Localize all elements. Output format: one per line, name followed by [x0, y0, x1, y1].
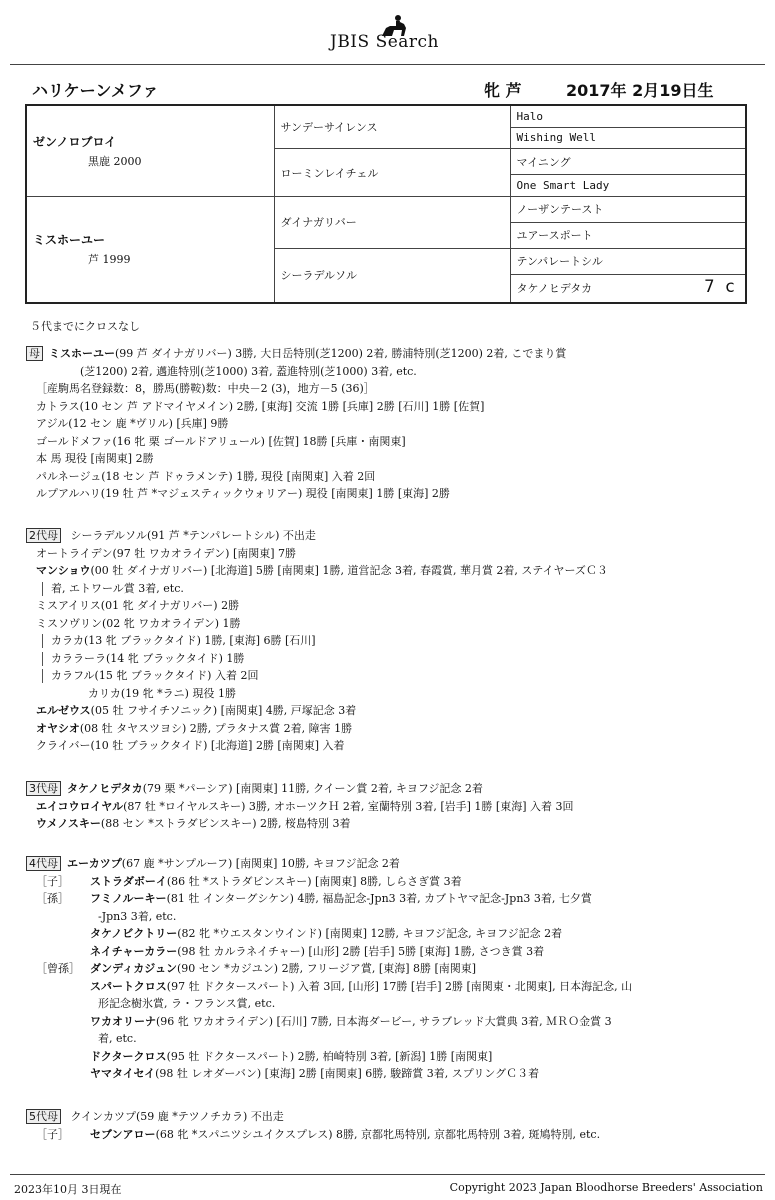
record-text: シーラデルソル(91 芦 *テンパレートシル) 不出走 [67, 529, 316, 542]
branch-line [42, 669, 43, 683]
record-text: (99 芦 ダイナガリバー) 3勝, 大日岳特別(芝1200) 2着, 勝浦特別(芝1200) 2着, こでまり賞 [115, 347, 567, 360]
record-text: (98 牡 カルラネイチャー) [山形] 2勝 [岩手] 5勝 [東海] 1勝, さつき賞 3着 [177, 944, 545, 958]
sire-sire: サンデーサイレンス [274, 105, 510, 149]
family-line [26, 527, 765, 545]
family-line [26, 562, 765, 580]
record-text: (86 牡 *ストラダビンスキー) [南関東] 8勝, しらさぎ賞 3着 [166, 874, 462, 888]
family-line [26, 415, 765, 433]
as-of-date: 2023年10月 3日現在 [14, 1183, 122, 1196]
family-line [26, 780, 765, 798]
pedigree-table [25, 104, 747, 304]
ancestor-cell: Wishing Well [510, 127, 746, 148]
sire-name: ゼンノロブロイ [33, 134, 117, 149]
ancestor-cell [510, 275, 746, 303]
family-line [26, 1126, 765, 1144]
record-text: カラフル(15 牝 ブラックタイド) 入着 2回 [51, 669, 259, 682]
record-text: (81 牡 インターグシケン) 4勝, 福島記念-Jpn3 3着, カブトヤマ記念-Jpn3 3着, 七夕賞 [166, 892, 592, 905]
branch-line [42, 582, 43, 596]
relation-label: ［孫］ [36, 892, 69, 905]
family-line [26, 925, 765, 943]
horse-name-bold: エイコウロイヤル [36, 799, 124, 813]
record-text: -Jpn3 3着, etc. [98, 909, 177, 923]
record-text: 着, エトワール賞 3着, etc. [51, 581, 184, 595]
record-text: 本 馬 現役 [南関東] 2勝 [36, 452, 154, 465]
horse-name-bold: スパートクロス [90, 979, 167, 993]
record-text: カララーラ(14 牝 ブラックタイド) 1勝 [51, 651, 245, 665]
record-text: カリカ(19 牝 *ラニ) 現役 1勝 [88, 686, 236, 700]
family-line [26, 1030, 765, 1048]
horse-name-bold: タケノヒデタカ [67, 782, 143, 795]
family-line [26, 978, 765, 996]
record-text: (05 牡 フサイチソニック) [南関東] 4勝, 戸塚記念 3着 [90, 704, 357, 717]
family-line [26, 1048, 765, 1066]
record-text: 着, etc. [98, 1032, 137, 1045]
record-text: 形記念樹氷賞, ラ・フランス賞, etc. [98, 997, 276, 1010]
record-text: (68 牝 *スパニツシユイクスプレス) 8勝, 京都牝馬特別, 京都牝馬特別 3着, 斑鳩特別, etc. [155, 1127, 601, 1141]
horse-name-bold: フミノルーキー [90, 892, 167, 905]
cross-note: ５代までにクロスなし [30, 320, 140, 333]
section-2nd-dam [26, 527, 765, 755]
ancestor-cell: Halo [510, 105, 746, 127]
record-text: (95 牡 ドクタースパート) 2勝, 柏崎特別 3着, [新潟] 1勝 [南関東] [166, 1049, 493, 1063]
family-line [26, 632, 765, 650]
family-line [26, 1108, 765, 1126]
family-line [26, 450, 765, 468]
record-text: ルプアルハリ(19 牡 芦 *マジェスティックウォリアー) 現役 [南関東] 1勝 [東海] 2勝 [36, 487, 450, 500]
family-line [26, 650, 765, 668]
family-line [26, 685, 765, 703]
branch-line [42, 634, 43, 648]
generation-tag: 5代母 [26, 1109, 61, 1124]
horse-name-bold: オヤシオ [36, 721, 80, 735]
family-line [26, 702, 765, 720]
horse-name-bold: エーカツプ [67, 857, 122, 870]
relation-label: ［子］ [36, 1127, 69, 1141]
dam-dam: シーラデルソル [274, 248, 510, 303]
generation-tag: 2代母 [26, 528, 61, 543]
family-line [26, 1065, 765, 1083]
copyright: Copyright 2023 Japan Bloodhorse Breeders' Association [449, 1181, 763, 1194]
generation-tag: 4代母 [26, 856, 61, 871]
record-text: (67 鹿 *サンプルーフ) [南関東] 10勝, キヨフジ記念 2着 [121, 857, 400, 870]
horse-name-bold: ワカオリーナ [90, 1014, 156, 1028]
logo-text: JBIS Search [330, 32, 440, 52]
horse-name-bold: ミスホーユー [49, 347, 115, 360]
ancestor-cell: マイニング [510, 149, 746, 175]
ancestor-name: タケノヒデタカ [516, 282, 593, 296]
family-line [26, 908, 765, 926]
family-line [26, 1013, 765, 1031]
dam-name: ミスホーユー [33, 233, 106, 248]
family-line [26, 580, 765, 598]
record-text: ミスソヴリン(02 牝 ワカオライデン) 1勝 [36, 616, 241, 630]
family-line [26, 667, 765, 685]
section-3rd-dam [26, 780, 765, 833]
section-4th-dam [26, 855, 765, 1083]
record-text: (88 セン *ストラダビンスキー) 2勝, 桜島特別 3着 [100, 817, 351, 830]
horse-birth-date: 2017年 2月19日生 [566, 81, 714, 100]
family-line [26, 815, 765, 833]
relation-label: ［子］ [36, 874, 69, 888]
family-line [26, 363, 765, 381]
family-line [26, 737, 765, 755]
ancestor-cell: ユアースポート [510, 222, 746, 248]
record-text: (芝1200) 2着, 邁進特別(芝1000) 3着, 蓋進特別(芝1000) 3着, etc. [80, 364, 417, 378]
family-line [26, 890, 765, 908]
footer-rule [10, 1174, 765, 1175]
record-text: (87 牡 *ロイヤルスキー) 3勝, オホーツクＨ 2着, 室蘭特別 3着, [岩手] 1勝 [東海] 入着 3回 [123, 799, 574, 813]
family-line [26, 798, 765, 816]
ancestor-cell: ノーザンテースト [510, 196, 746, 222]
horse-name-bold: ウメノスキー [36, 817, 101, 830]
horse-name-bold: ダンディカジュン [90, 962, 178, 975]
family-line [26, 615, 765, 633]
sire-color-year: 黒鹿 2000 [88, 154, 142, 168]
record-text: パルネージュ(18 セン 芦 ドゥラメンテ) 1勝, 現役 [南関東] 入着 2回 [36, 469, 376, 483]
section-5th-dam [26, 1108, 765, 1143]
cross-code: 7 c [704, 277, 735, 298]
record-text: (96 牝 ワカオライデン) [石川] 7勝, 日本海ダービー, サラブレッド大賞典 3着, ＭＲＯ金賞 3 [156, 1014, 612, 1028]
horse-name: ハリケーンメファ [32, 81, 159, 100]
record-text: ゴールドメファ(16 牝 栗 ゴールドアリュール) [佐賀] 18勝 [兵庫・南関東] [36, 434, 406, 448]
family-line [26, 380, 765, 398]
family-line [26, 720, 765, 738]
horse-name-bold: ヤマタイセイ [90, 1067, 156, 1080]
pedigree-sire [26, 105, 274, 196]
record-text: ミスアイリス(01 牝 ダイナガリバー) 2勝 [36, 599, 240, 612]
jbis-logo [330, 14, 460, 54]
branch-line [42, 652, 43, 666]
record-text: (08 牡 タヤスツヨシ) 2勝, プラタナス賞 2着, 障害 1勝 [79, 721, 353, 735]
pedigree-dam [26, 196, 274, 303]
family-line [26, 545, 765, 563]
family-line [26, 855, 765, 873]
record-text: オートライデン(97 牡 ワカオライデン) [南関東] 7勝 [36, 546, 297, 560]
ancestor-cell: One Smart Lady [510, 175, 746, 196]
record-text: (82 牝 *ウエスタンウインド) [南関東] 12勝, キヨフジ記念, キヨフジ記念 2着 [177, 927, 563, 940]
family-line [26, 398, 765, 416]
horse-name-bold: ネイチャーカラー [90, 944, 178, 958]
record-text: ［産駒馬名登録数：8，勝馬(勝鞍)数：中央－2 (3)，地方－5 (36)］ [36, 382, 375, 395]
family-line [26, 943, 765, 961]
family-line [26, 485, 765, 503]
ancestor-cell: テンパレートシル [510, 248, 746, 274]
record-text: (97 牡 ドクタースパート) 入着 3回, [山形] 17勝 [岩手] 2勝 [南関東・北関東], 日本海記念, 山 [166, 979, 633, 993]
family-line [26, 468, 765, 486]
horse-sex-color: 牝 芦 [484, 81, 522, 100]
horse-name-bold: エルゼウス [36, 704, 91, 717]
dam-color-year: 芦 1999 [88, 253, 131, 267]
generation-tag: 母 [26, 346, 43, 361]
record-text: カトラス(10 セン 芦 アドマイヤメイン) 2勝, [東海] 交流 1勝 [兵庫] 2勝 [石川] 1勝 [佐賀] [36, 399, 485, 413]
sire-dam: ローミンレイチェル [274, 149, 510, 197]
horse-name-bold: ドクタークロス [90, 1049, 167, 1063]
generation-tag: 3代母 [26, 781, 61, 796]
record-text: アジル(12 セン 鹿 *ヴリル) [兵庫] 9勝 [36, 417, 229, 430]
section-dam [26, 345, 765, 503]
family-line [26, 345, 765, 363]
family-line [26, 995, 765, 1013]
horse-name-bold: セブンアロー [90, 1127, 156, 1141]
record-text: クインカツプ(59 鹿 *テツノチカラ) 不出走 [67, 1110, 284, 1123]
horse-name-bold: マンショウ [36, 564, 91, 577]
family-line [26, 873, 765, 891]
header-rule [10, 64, 765, 65]
horse-name-bold: ストラダボーイ [90, 874, 167, 888]
record-text: (79 栗 *パーシア) [南関東] 11勝, クイーン賞 2着, キヨフジ記念 2着 [142, 782, 483, 795]
record-text: (90 セン *カジユン) 2勝, フリージア賞, [東海] 8勝 [南関東] [177, 962, 477, 975]
family-line [26, 597, 765, 615]
family-line [26, 433, 765, 451]
record-text: (98 牡 レオダーバン) [東海] 2勝 [南関東] 6勝, 駿蹄賞 3着, スプリングＣ３着 [155, 1067, 540, 1080]
relation-label: ［曾孫］ [36, 962, 80, 975]
record-text: カラカ(13 牝 ブラックタイド) 1勝, [東海] 6勝 [石川] [51, 634, 316, 647]
record-text: クライバー(10 牡 ブラックタイド) [北海道] 2勝 [南関東] 入着 [36, 739, 345, 752]
record-text: (00 牡 ダイナガリバー) [北海道] 5勝 [南関東] 1勝, 道営記念 3着, 春霞賞, 華月賞 2着, ステイヤーズＣ３ [90, 564, 608, 577]
horse-name-bold: タケノビクトリー [90, 927, 178, 940]
family-line [26, 960, 765, 978]
dam-sire: ダイナガリバー [274, 196, 510, 248]
